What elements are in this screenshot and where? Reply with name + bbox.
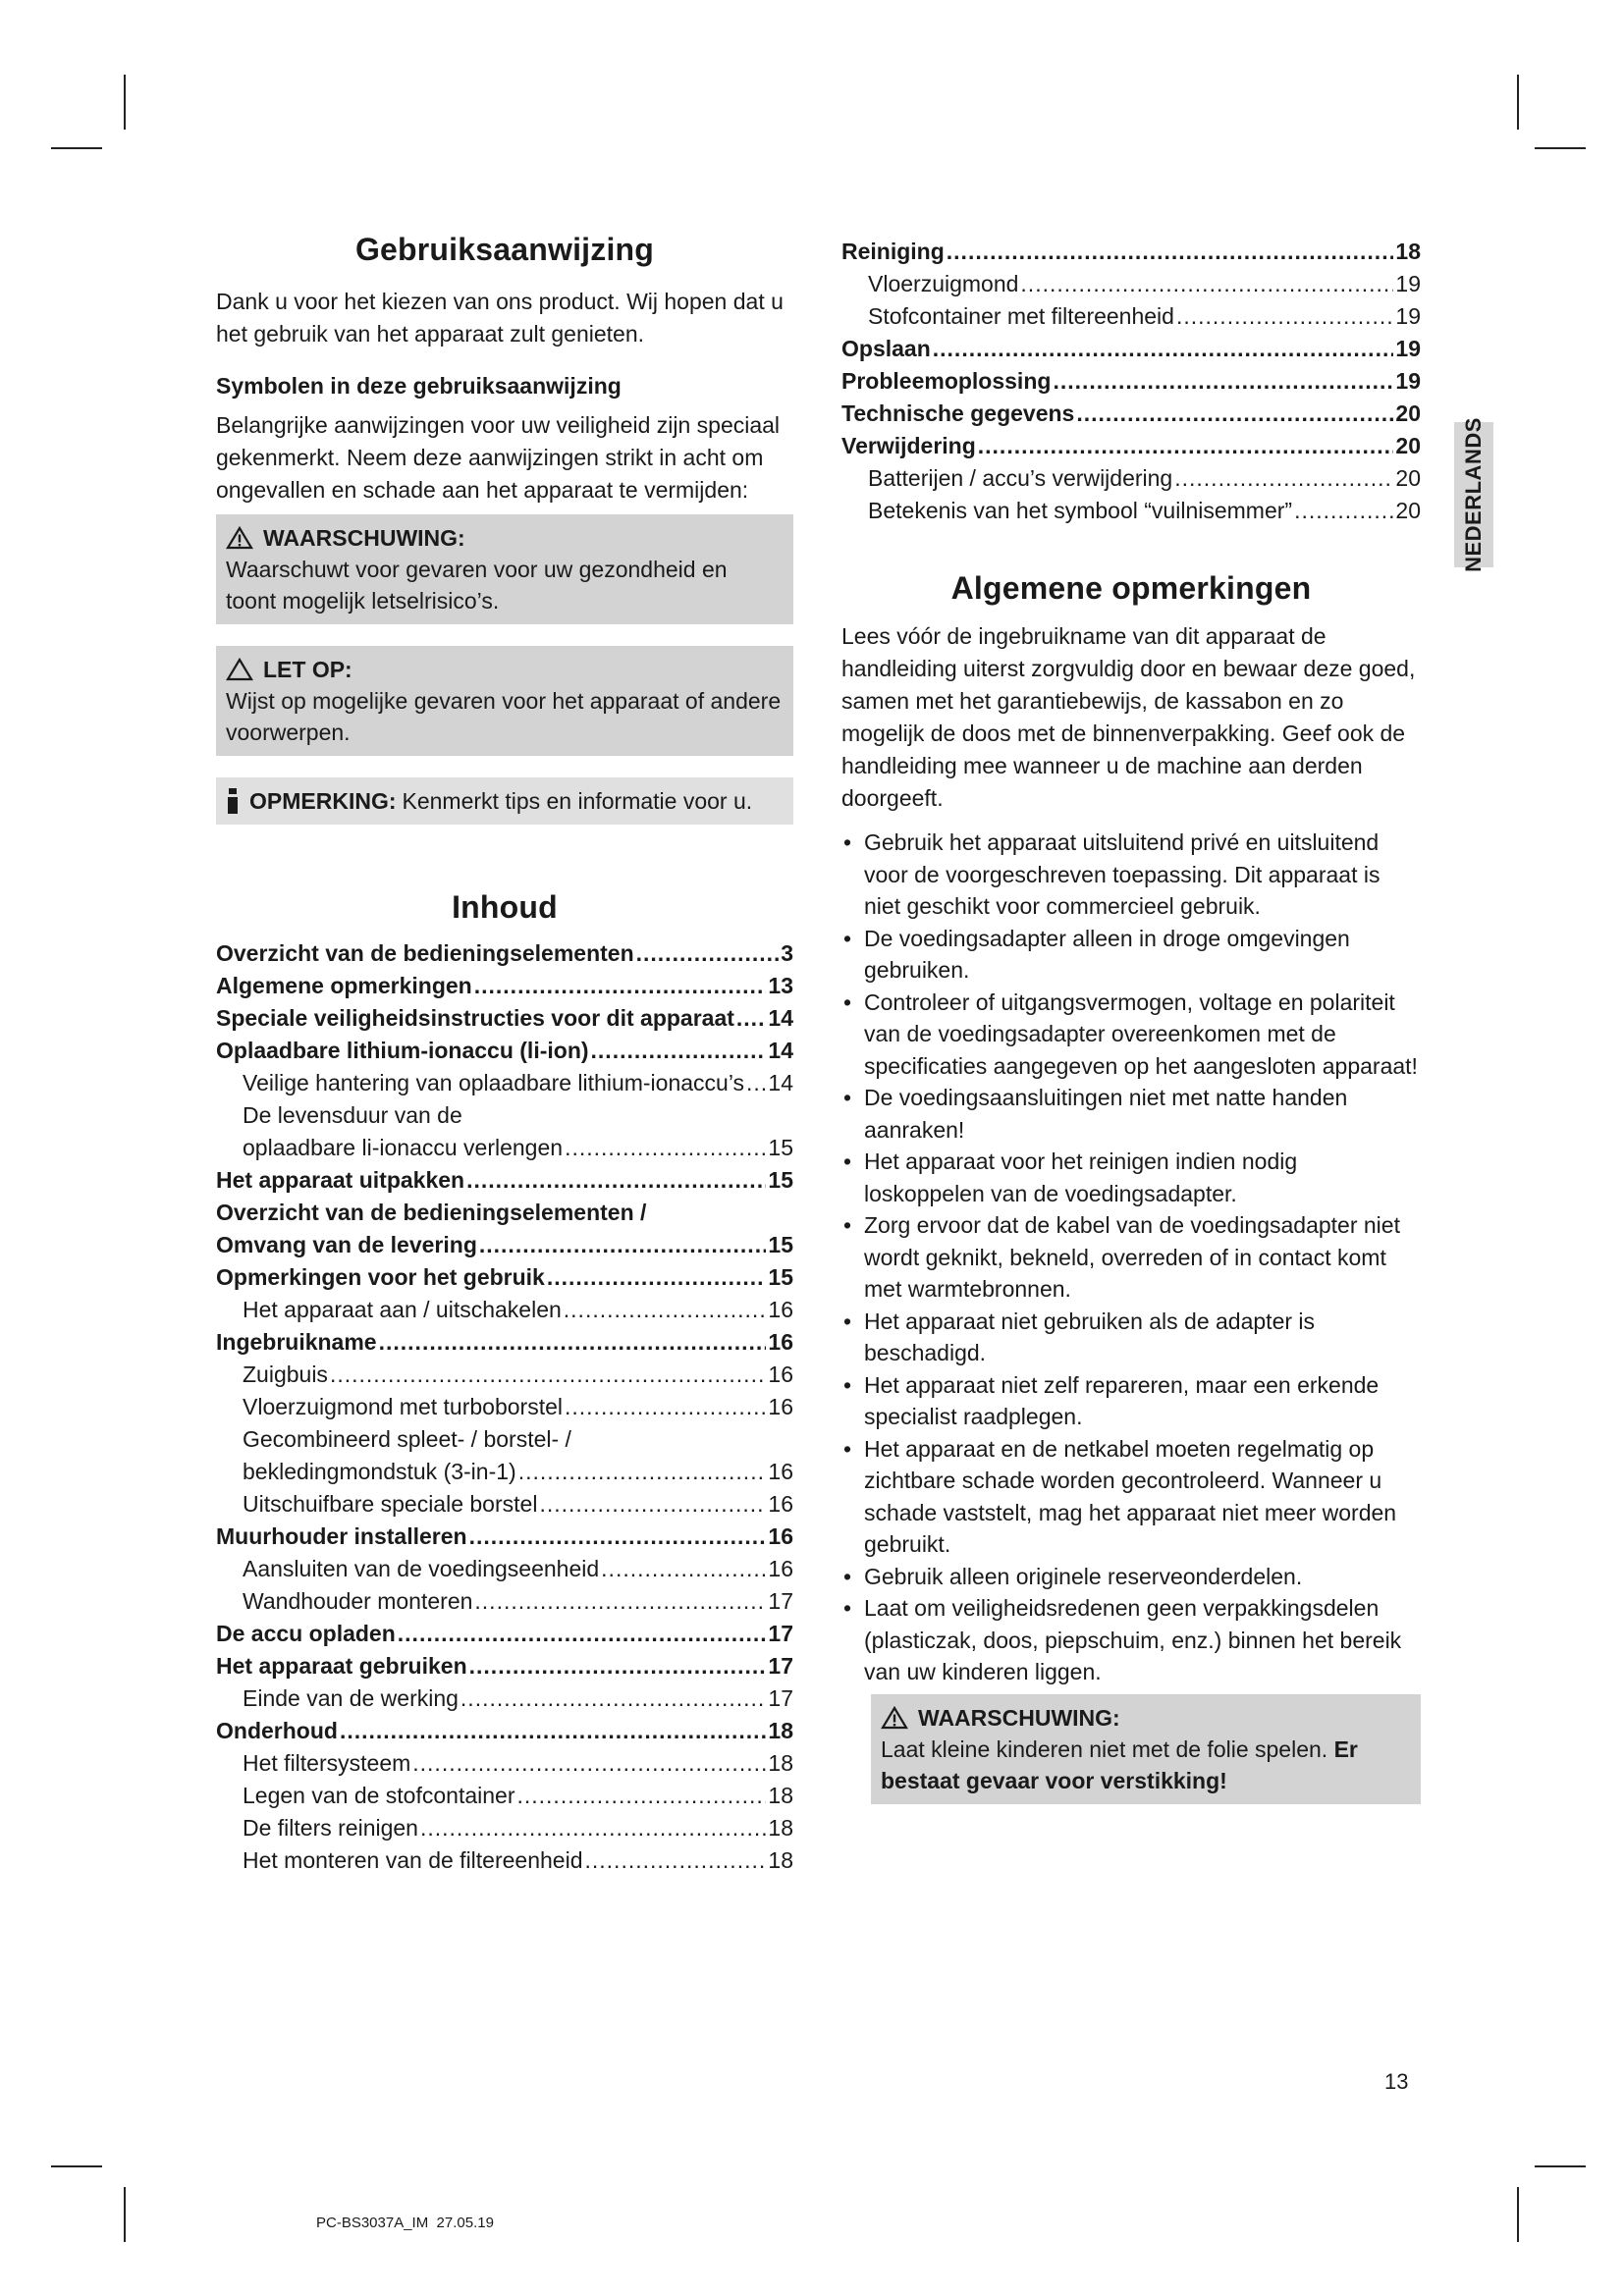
warning-triangle-icon: [226, 526, 253, 550]
list-item: • Gebruik alleen originele reserveonderdelen.: [841, 1561, 1421, 1593]
toc-entry[interactable]: Het filtersysteem ..... 18: [216, 1747, 793, 1780]
toc-entry[interactable]: Stofcontainer met filtereenheid ..... 19: [841, 300, 1421, 333]
toc-entry[interactable]: Wandhouder monteren ..... 17: [216, 1585, 793, 1618]
list-item: • Het apparaat en de netkabel moeten regelmatig op zichtbare schade worden gecontroleerd. Wanneer u schade vaststelt, mag het apparaat niet meer worden gebruikt.: [841, 1433, 1421, 1561]
section-title: Algemene opmerkingen: [950, 570, 1312, 606]
caution-text: Wijst op mogelijke gevaren voor het apparaat of andere voorwerpen.: [226, 688, 782, 745]
crop-mark: [124, 75, 126, 130]
toc-entry[interactable]: Opslaan ..... 19: [841, 333, 1421, 365]
toc-entry[interactable]: Het monteren van de filtereenheid ..... 18: [216, 1844, 793, 1877]
toc-entry[interactable]: Gecombineerd spleet- / borstel- /: [243, 1426, 571, 1452]
warning-title: WAARSCHUWING:: [918, 1704, 1120, 1731]
toc-entry[interactable]: Einde van de werking ..... 17: [216, 1682, 793, 1715]
list-item: • Laat om veiligheidsredenen geen verpakkingsdelen (plasticzak, doos, piepschuim, enz.) binnen het bereik van uw kinderen liggen.: [841, 1592, 1421, 1688]
intro-text: Dank u voor het kiezen van ons product. Wij hopen dat u het gebruik van het apparaat zult genieten.: [216, 289, 784, 347]
warning-box: [216, 514, 793, 624]
toc-entry[interactable]: Het apparaat uitpakken ..... 15: [216, 1164, 793, 1197]
toc-entry[interactable]: Onderhoud ..... 18: [216, 1715, 793, 1747]
language-tab[interactable]: [1454, 417, 1493, 572]
crop-mark: [51, 2165, 102, 2167]
symbols-text: Belangrijke aanwijzingen voor uw veiligheid zijn speciaal gekenmerkt. Neem deze aanwijzingen strikt in acht om ongevallen en schade aan het apparaat te vermijden:: [216, 412, 781, 503]
toc-entry[interactable]: Uitschuifbare speciale borstel ..... 16: [216, 1488, 793, 1521]
toc-entry[interactable]: Muurhouder installeren ..... 16: [216, 1521, 793, 1553]
list-item: • Controleer of uitgangsvermogen, voltage en polariteit van de voedingsadapter overeenkomen met de specificaties aangegeven op het aangesloten apparaat!: [841, 987, 1421, 1083]
list-item: • Het apparaat niet zelf repareren, maar een erkende specialist raadplegen.: [841, 1369, 1421, 1433]
footer-code: PC-BS3037A_IM 27.05.19: [316, 2215, 494, 2231]
toc-entry[interactable]: Legen van de stofcontainer ..... 18: [216, 1780, 793, 1812]
toc-entry[interactable]: Het apparaat gebruiken ..... 17: [216, 1650, 793, 1682]
info-icon: [226, 788, 240, 814]
table-of-contents-continued: [841, 236, 1421, 527]
crop-mark: [51, 147, 102, 149]
crop-mark: [1535, 147, 1586, 149]
warning-triangle-icon: [881, 1706, 908, 1730]
list-item: • Het apparaat voor het reinigen indien nodig loskoppelen van de voedingsadapter.: [841, 1146, 1421, 1209]
toc-entry[interactable]: De levensduur van de: [243, 1102, 462, 1128]
toc-entry[interactable]: Het apparaat aan / uitschakelen ..... 16: [216, 1294, 793, 1326]
toc-entry[interactable]: Verwijdering ..... 20: [841, 430, 1421, 462]
toc-entry[interactable]: Overzicht van de bedieningselementen /: [216, 1200, 647, 1225]
toc-entry[interactable]: Omvang van de levering ..... 15: [216, 1229, 793, 1261]
list-item: • Het apparaat niet gebruiken als de adapter is beschadigd.: [841, 1306, 1421, 1369]
toc-entry[interactable]: Reiniging ..... 18: [841, 236, 1421, 268]
toc-entry[interactable]: Speciale veiligheidsinstructies voor dit apparaat ..... 14: [216, 1002, 793, 1035]
crop-mark: [1517, 75, 1519, 130]
crop-mark: [1535, 2165, 1586, 2167]
caution-title: LET OP:: [263, 657, 352, 682]
toc-entry[interactable]: Overzicht van de bedieningselementen ..... 3: [216, 937, 793, 970]
crop-mark: [124, 2187, 126, 2242]
toc-entry[interactable]: bekledingmondstuk (3-in-1) ..... 16: [216, 1456, 793, 1488]
caution-box: [216, 646, 793, 756]
table-of-contents: [216, 937, 793, 1877]
list-item: • Zorg ervoor dat de kabel van de voedingsadapter niet wordt geknikt, bekneld, overreden of in contact komt met warmtebronnen.: [841, 1209, 1421, 1306]
toc-entry[interactable]: Vloerzuigmond met turboborstel ..... 16: [216, 1391, 793, 1423]
note-title: OPMERKING:: [249, 788, 397, 814]
list-item: • De voedingsadapter alleen in droge omgevingen gebruiken.: [841, 923, 1421, 987]
toc-entry[interactable]: Ingebruikname ..... 16: [216, 1326, 793, 1359]
warning-text: Waarschuwt voor gevaren voor uw gezondheid en toont mogelijk letselrisico’s.: [226, 557, 728, 614]
warning-box-children: [871, 1694, 1421, 1804]
toc-entry[interactable]: oplaadbare li-ionaccu verlengen ..... 15: [216, 1132, 793, 1164]
toc-entry[interactable]: Vloerzuigmond ..... 19: [841, 268, 1421, 300]
note-box: [216, 777, 793, 825]
note-text: Kenmerkt tips en informatie voor u.: [402, 788, 753, 814]
toc-title: Inhoud: [452, 889, 558, 925]
page-number: 13: [1384, 2069, 1409, 2094]
symbols-heading: Symbolen in deze gebruiksaanwijzing: [216, 373, 622, 399]
list-item: • Gebruik het apparaat uitsluitend privé en uitsluitend voor de voorgeschreven toepassing. Dit apparaat is niet geschikt voor commercieel gebruik.: [841, 827, 1421, 923]
toc-entry[interactable]: Zuigbuis ..... 16: [216, 1359, 793, 1391]
language-tab-label: NEDERLANDS: [1461, 417, 1486, 572]
warning-text: Laat kleine kinderen niet met de folie spelen. Er bestaat gevaar voor verstikking!: [881, 1735, 1358, 1793]
toc-entry[interactable]: Oplaadbare lithium-ionaccu (li-ion) ..... 14: [216, 1035, 793, 1067]
toc-entry[interactable]: Probleemoplossing ..... 19: [841, 365, 1421, 398]
toc-entry[interactable]: De filters reinigen ..... 18: [216, 1812, 793, 1844]
page-title: Gebruiksaanwijzing: [354, 232, 655, 267]
toc-entry[interactable]: Aansluiten van de voedingseenheid ..... 16: [216, 1553, 793, 1585]
toc-entry[interactable]: Opmerkingen voor het gebruik ..... 15: [216, 1261, 793, 1294]
crop-mark: [1517, 2187, 1519, 2242]
right-column: [841, 236, 1421, 1804]
toc-entry[interactable]: Batterijen / accu’s verwijdering ..... 20: [841, 462, 1421, 495]
safety-list: [841, 827, 1421, 1688]
list-item: • De voedingsaansluitingen niet met natte handen aanraken!: [841, 1082, 1421, 1146]
toc-entry[interactable]: De accu opladen ..... 17: [216, 1618, 793, 1650]
caution-triangle-icon: [226, 658, 253, 681]
general-intro: Lees vóór de ingebruikname van dit apparaat de handleiding uiterst zorgvuldig door en bewaar deze goed, samen met het garantiebewijs, de kassabon en zo mogelijk de doos met de binnenverpakking. Geef ook de handleiding mee wanneer u de machine aan derden doorgeeft.: [841, 623, 1416, 811]
toc-entry[interactable]: Algemene opmerkingen ..... 13: [216, 970, 793, 1002]
toc-entry[interactable]: Veilige hantering van oplaadbare lithium-ionaccu’s ..... 14: [216, 1067, 793, 1099]
left-column: [216, 232, 793, 1877]
toc-entry[interactable]: Betekenis van het symbool “vuilnisemmer” ..... 20: [841, 495, 1421, 527]
warning-title: WAARSCHUWING:: [263, 525, 465, 551]
toc-entry[interactable]: Technische gegevens ..... 20: [841, 398, 1421, 430]
